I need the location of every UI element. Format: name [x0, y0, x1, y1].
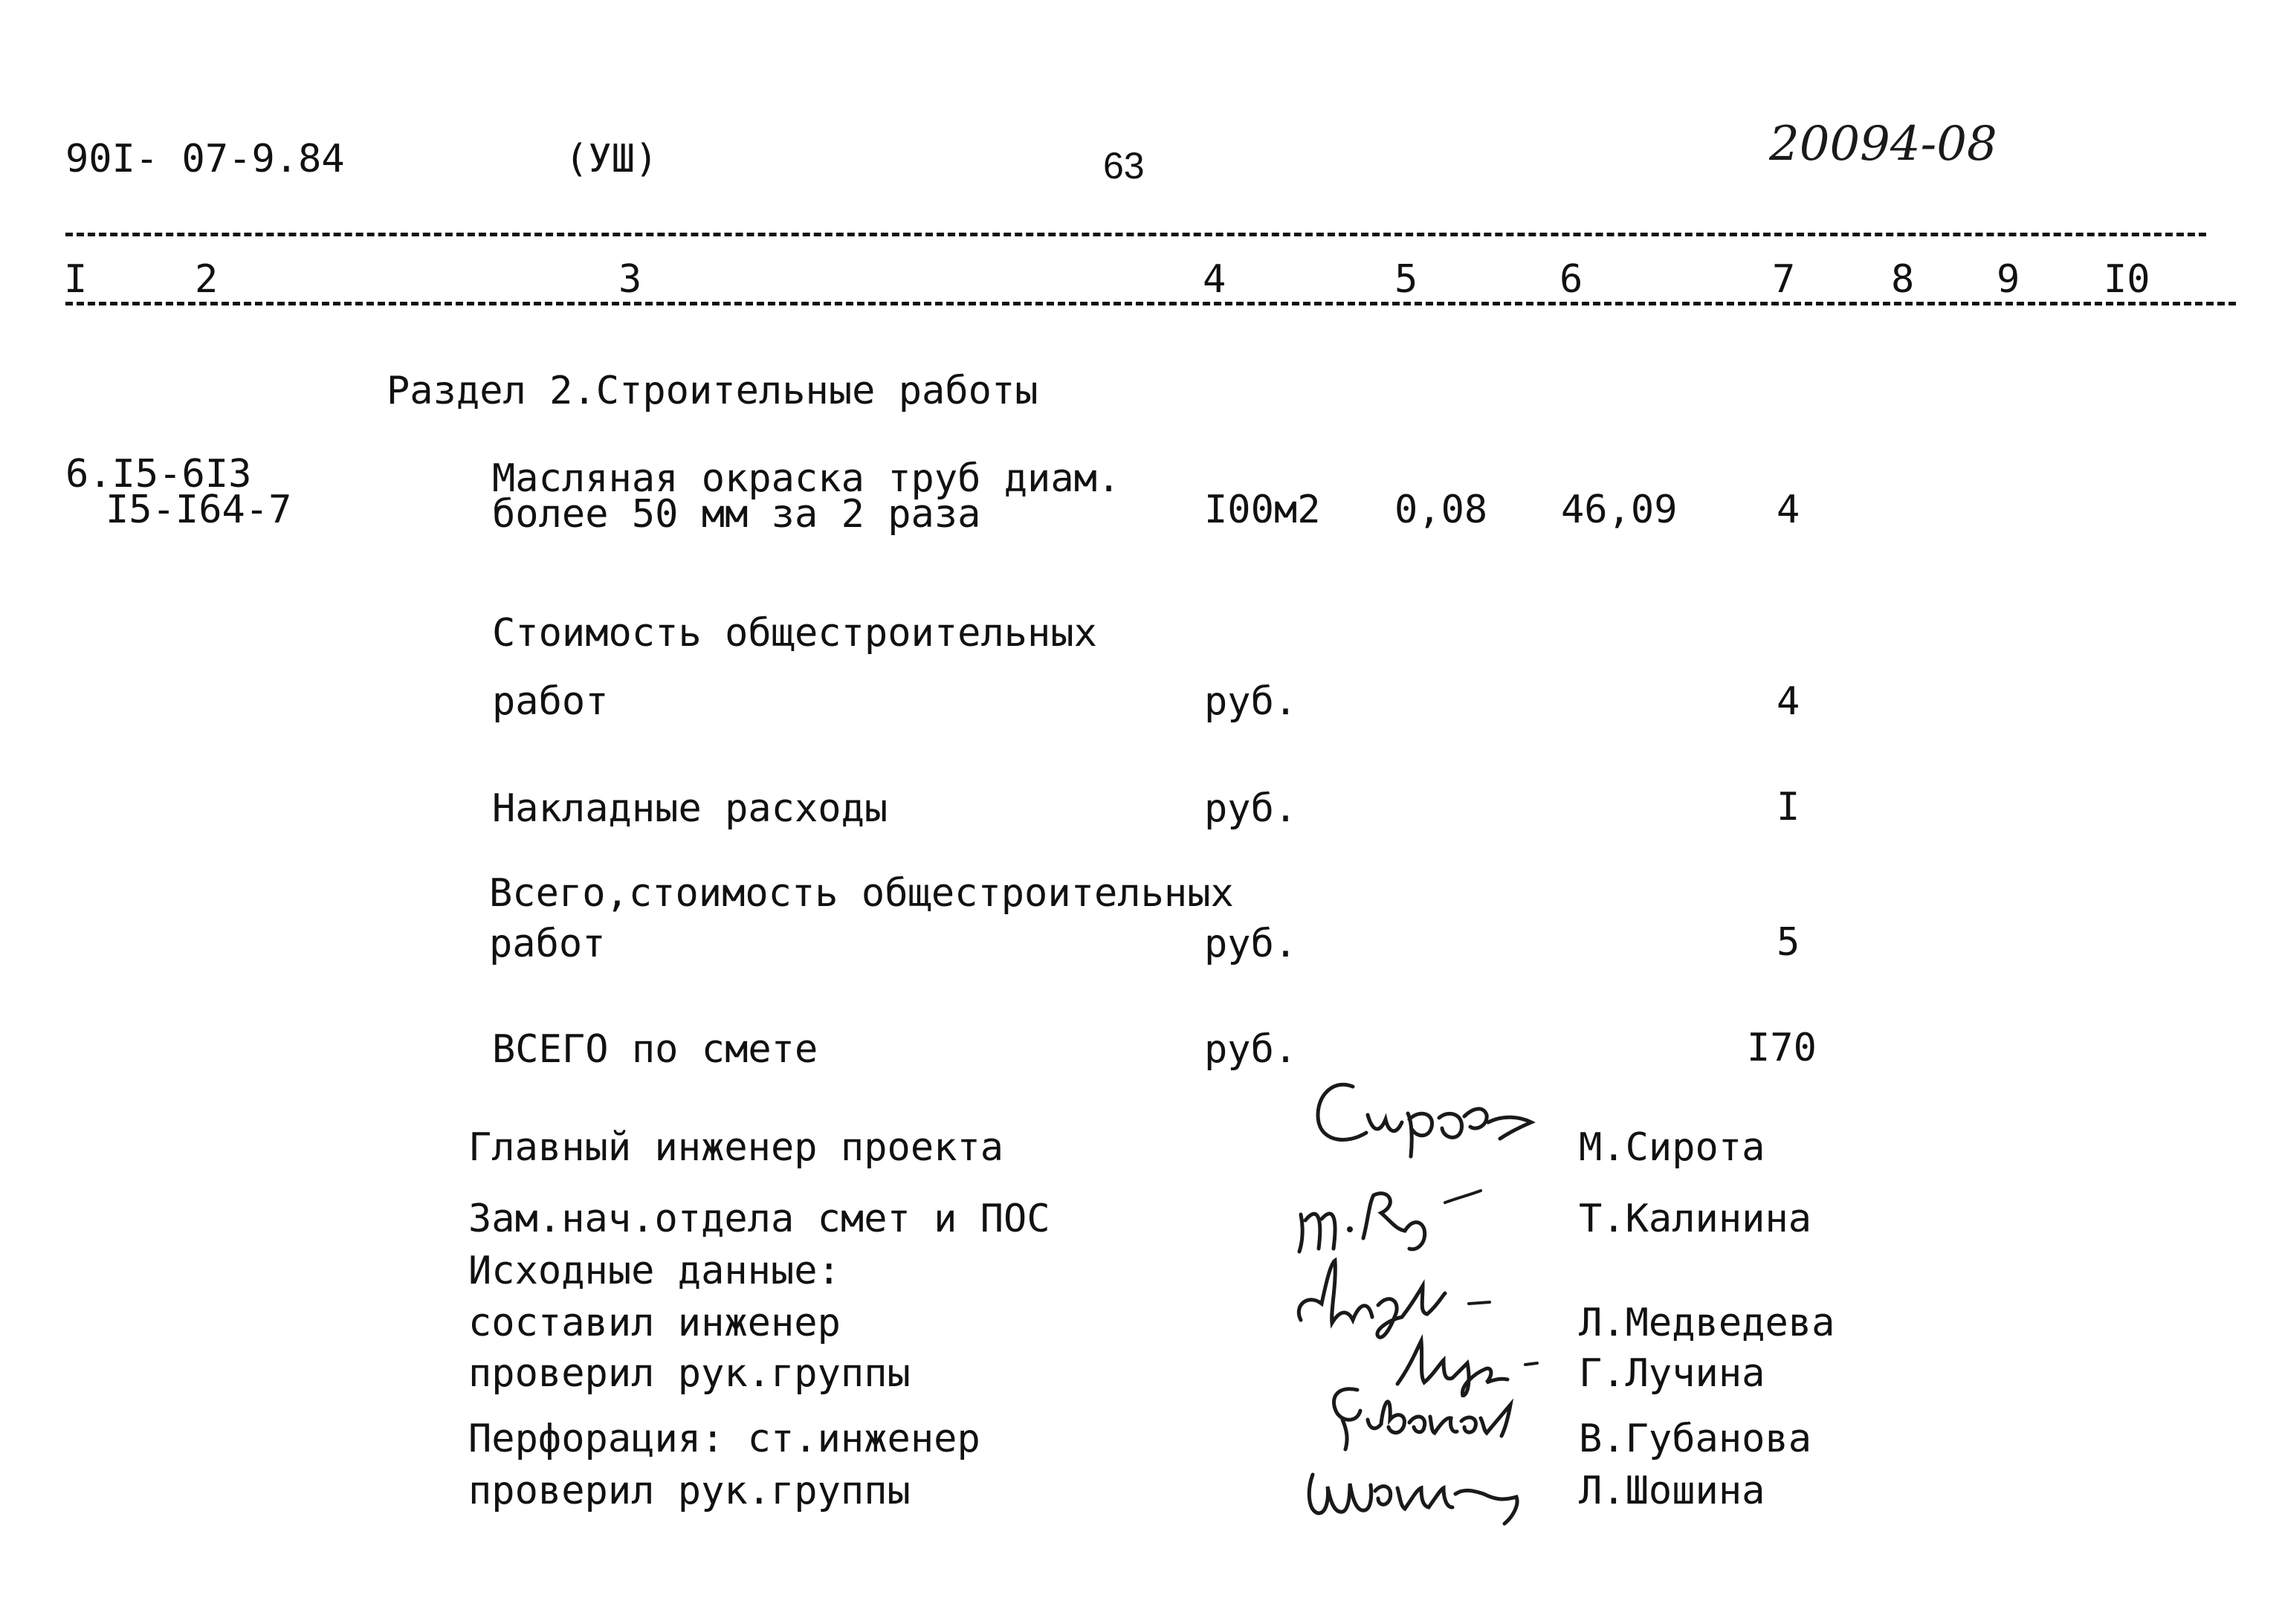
summary-value: 5 — [1777, 920, 1800, 965]
item-total: 4 — [1777, 488, 1800, 532]
col-8: 8 — [1891, 257, 1915, 302]
volume-label: (УШ) — [565, 137, 659, 181]
summary-value: I — [1777, 785, 1800, 829]
role-checked: проверил рук.группы — [468, 1351, 911, 1396]
summary-value: 4 — [1777, 679, 1800, 724]
col-5: 5 — [1394, 257, 1418, 302]
col-1: I — [64, 257, 88, 302]
signature-chief-engineer — [1308, 1070, 1554, 1167]
handwritten-number: 20094-08 — [1769, 117, 1997, 172]
summary-label: Накладные расходы — [492, 786, 888, 831]
role-deputy-head: Зам.нач.отдела смет и ПОС — [468, 1197, 1050, 1241]
summary-value: I70 — [1747, 1026, 1817, 1070]
page-number: 63 — [1103, 145, 1145, 187]
item-quantity: 0,08 — [1394, 488, 1488, 532]
column-header-rule — [65, 302, 2236, 305]
name-checked: Г.Лучина — [1579, 1351, 1765, 1396]
role-perforation: Перфорация: ст.инженер — [468, 1417, 980, 1461]
summary-unit: руб. — [1204, 1027, 1298, 1072]
name-chief-engineer: М.Сирота — [1579, 1125, 1765, 1170]
summary-label: ВСЕГО по смете — [492, 1027, 818, 1072]
item-price: 46,09 — [1561, 488, 1678, 532]
col-10: I0 — [2104, 257, 2150, 302]
name-perforation: В.Губанова — [1579, 1417, 1812, 1461]
summary-unit: руб. — [1204, 679, 1298, 724]
name-deputy-head: Т.Калинина — [1579, 1197, 1812, 1241]
signature-checked-perforation — [1293, 1449, 1546, 1531]
summary-label-cont: работ — [489, 922, 606, 966]
role-compiled: составил инженер — [468, 1301, 841, 1345]
col-9: 9 — [1997, 257, 2020, 302]
signature-deputy-head — [1286, 1177, 1502, 1259]
col-4: 4 — [1203, 257, 1226, 302]
header-rule — [65, 233, 2206, 236]
col-6: 6 — [1559, 257, 1583, 302]
doc-code: 90I- 07-9.84 — [65, 137, 345, 181]
item-description-cont: более 50 мм за 2 раза — [492, 492, 981, 537]
section-title: Раздел 2.Строительные работы — [387, 369, 1038, 413]
role-chief-engineer: Главный инженер проекта — [468, 1125, 1004, 1170]
name-checked-perforation: Л.Шошина — [1579, 1469, 1765, 1513]
col-3: 3 — [618, 257, 642, 302]
summary-unit: руб. — [1204, 786, 1298, 831]
name-compiled: Л.Медведева — [1579, 1301, 1835, 1345]
summary-label: Стоимость общестроительных — [492, 611, 1097, 656]
col-7: 7 — [1772, 257, 1796, 302]
summary-label-cont: работ — [492, 679, 609, 724]
role-checked-perforation: проверил рук.группы — [468, 1469, 911, 1513]
summary-unit: руб. — [1204, 922, 1298, 966]
item-description: Масляная окраска труб диам. — [492, 456, 1121, 501]
item-unit: I00м2 — [1204, 488, 1321, 532]
item-code-ref: I5-I64-7 — [106, 488, 292, 532]
source-data-label: Исходные данные: — [468, 1249, 841, 1293]
summary-label: Всего,стоимость общестроительных — [489, 871, 1234, 916]
col-2: 2 — [195, 257, 219, 302]
item-code: 6.I5-6I3 — [65, 452, 252, 496]
